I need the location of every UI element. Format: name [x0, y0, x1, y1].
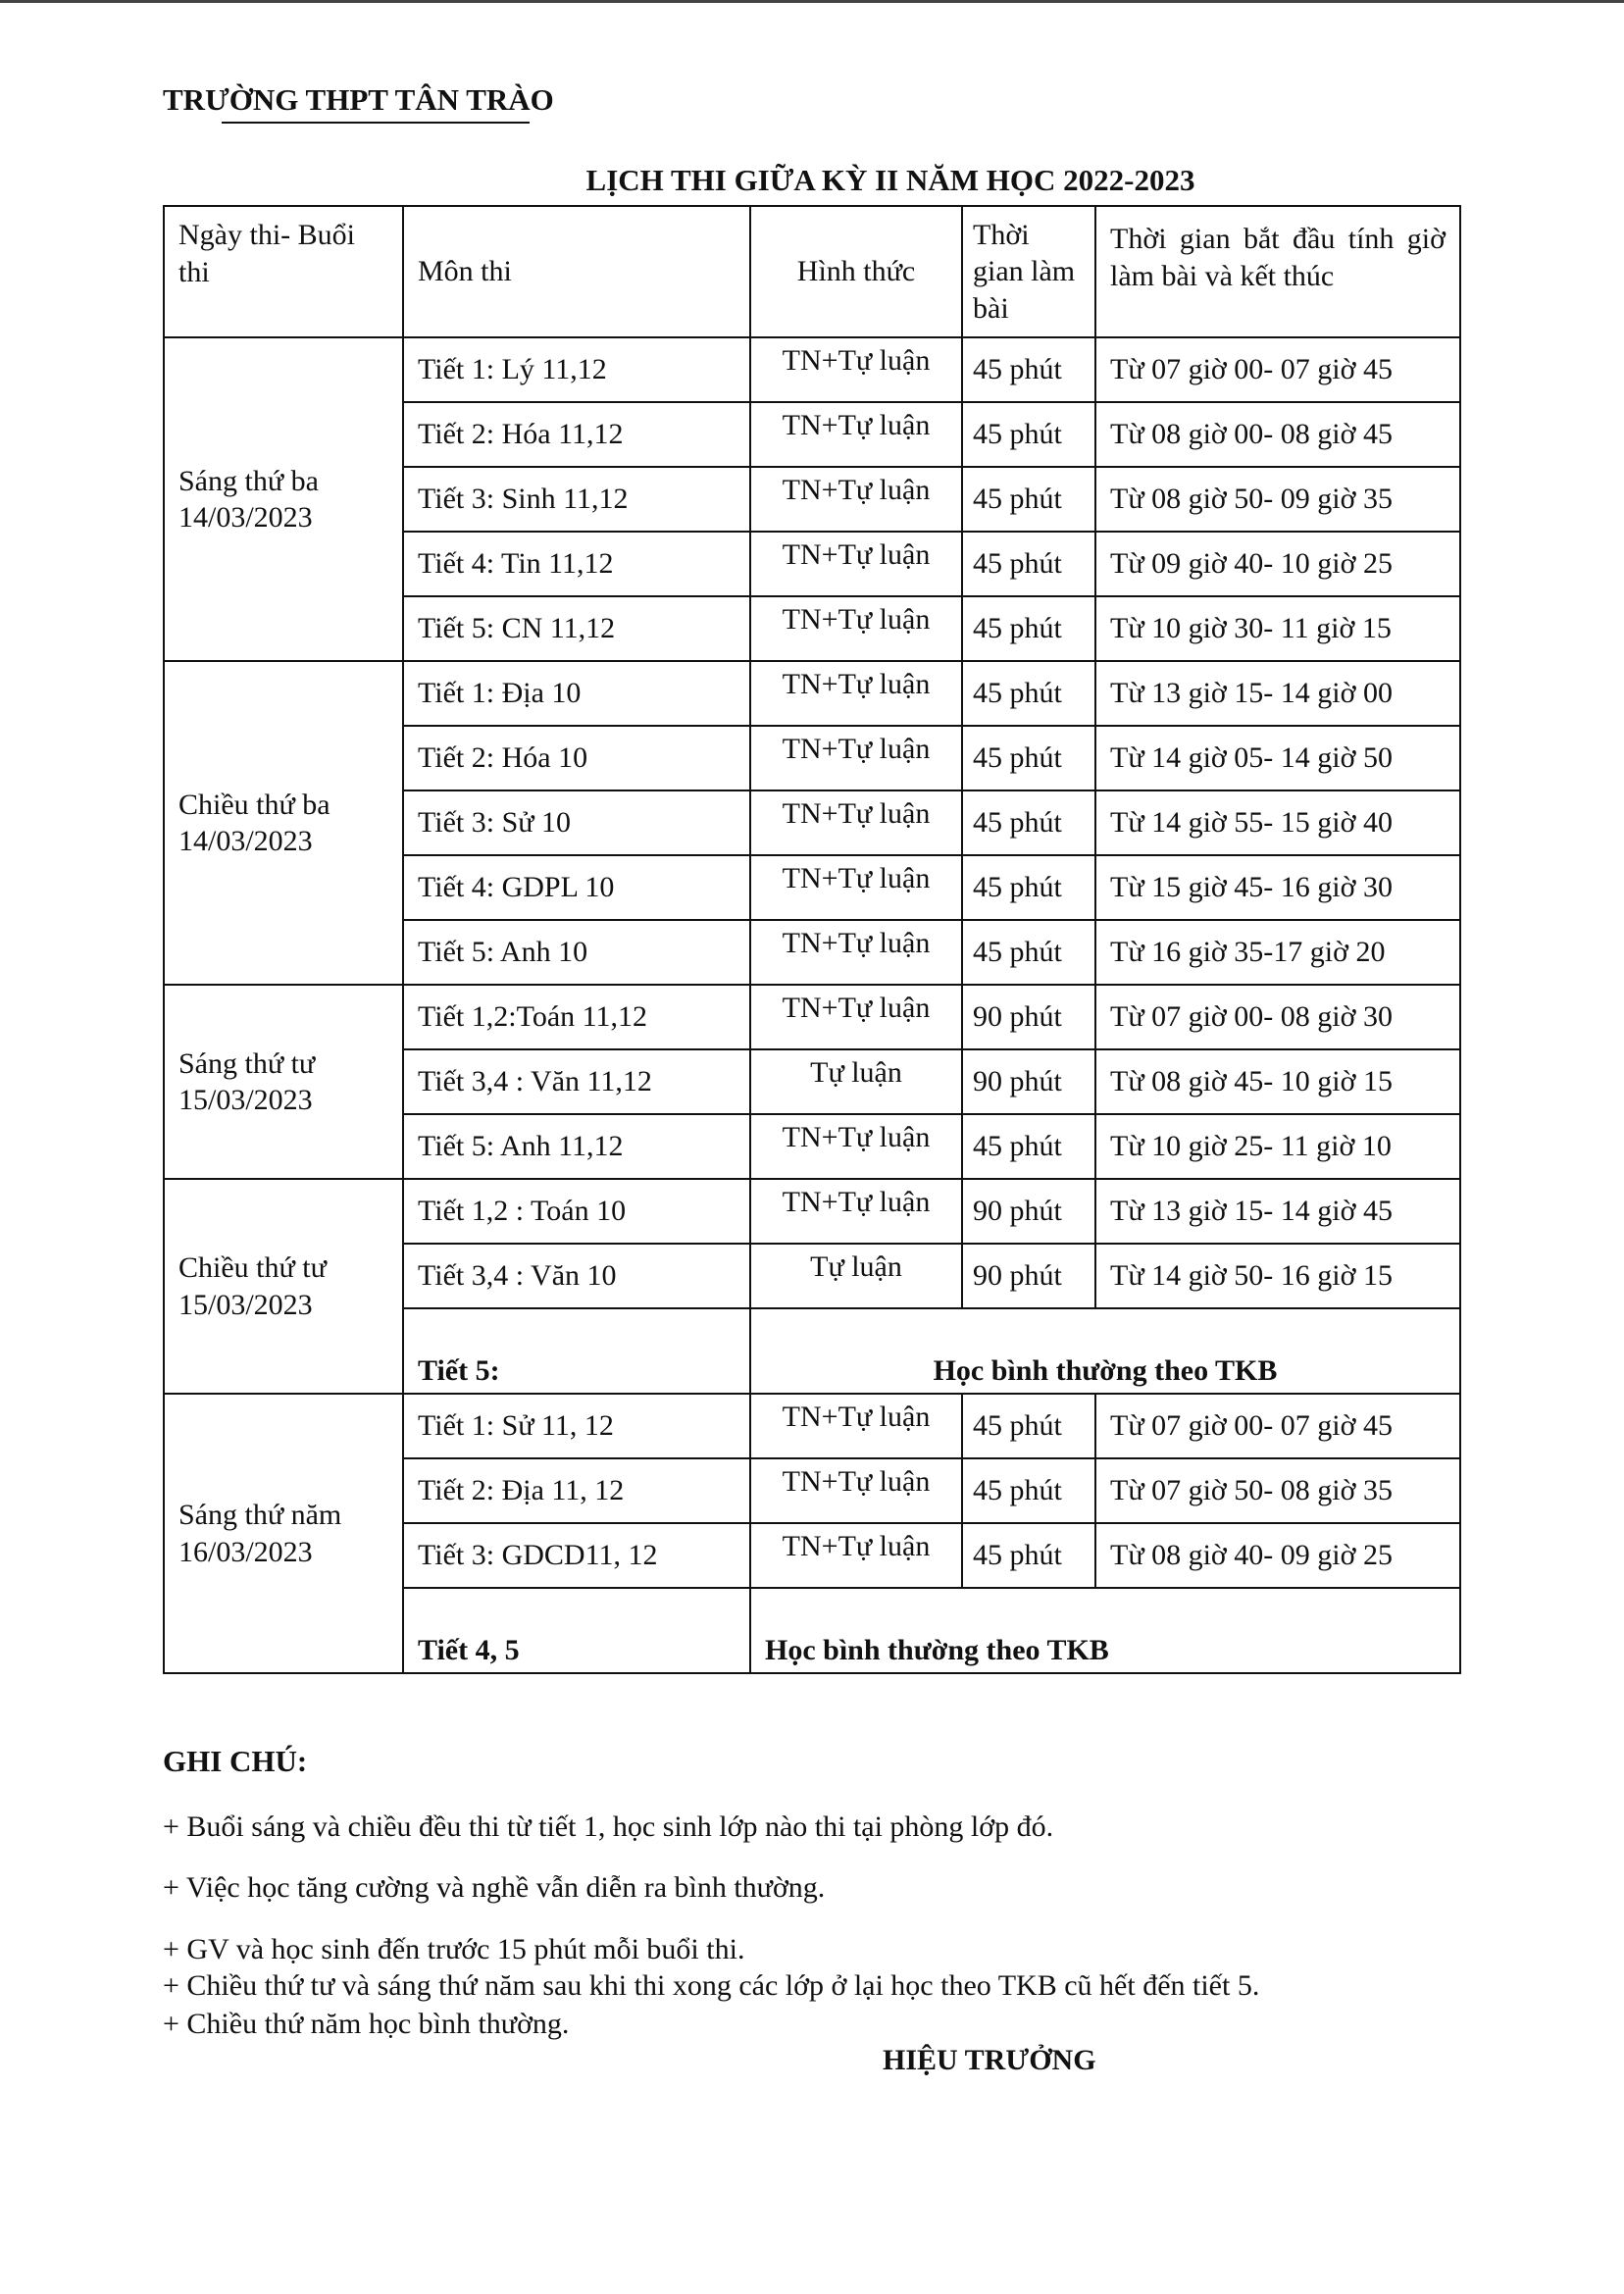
duration-cell: 45 phút	[962, 1114, 1095, 1179]
exam-form-cell: TN+Tự luận	[750, 661, 962, 726]
exam-form-cell: TN+Tự luận	[750, 1458, 962, 1523]
subject-cell: Tiết 3,4 : Văn 10	[403, 1244, 750, 1308]
exam-form-cell: Tự luận	[750, 1049, 962, 1114]
table-header-row	[164, 206, 1460, 337]
school-name-underline	[222, 122, 530, 124]
subject-cell: Tiết 5: Anh 10	[403, 920, 750, 985]
subject-cell: Tiết 1: Sử 11, 12	[403, 1394, 750, 1458]
duration-cell: 45 phút	[962, 532, 1095, 596]
schedule-note-cell: Học bình thường theo TKB	[750, 1588, 1460, 1673]
table-row	[164, 1179, 1460, 1244]
signature-title: HIỆU TRƯỞNG	[883, 2044, 1096, 2076]
time-range-cell: Từ 10 giờ 25- 11 giờ 10	[1095, 1114, 1460, 1179]
exam-form-cell: Tự luận	[750, 1244, 962, 1308]
duration-cell: 45 phút	[962, 402, 1095, 467]
session-cell: Sáng thứ tư 15/03/2023	[164, 985, 403, 1179]
header-form: Hình thức	[750, 206, 962, 337]
time-range-cell: Từ 15 giờ 45- 16 giờ 30	[1095, 855, 1460, 920]
time-range-cell: Từ 07 giờ 00- 07 giờ 45	[1095, 1394, 1460, 1458]
subject-cell: Tiết 5:	[403, 1308, 750, 1394]
subject-cell: Tiết 4: GDPL 10	[403, 855, 750, 920]
time-range-cell: Từ 08 giờ 00- 08 giờ 45	[1095, 402, 1460, 467]
duration-cell: 45 phút	[962, 855, 1095, 920]
duration-cell: 45 phút	[962, 1394, 1095, 1458]
time-range-cell: Từ 08 giờ 40- 09 giờ 25	[1095, 1523, 1460, 1588]
time-range-cell: Từ 08 giờ 50- 09 giờ 35	[1095, 467, 1460, 532]
exam-form-cell: TN+Tự luận	[750, 1523, 962, 1588]
time-range-cell: Từ 10 giờ 30- 11 giờ 15	[1095, 596, 1460, 661]
session-cell: Sáng thứ năm 16/03/2023	[164, 1394, 403, 1673]
school-name: TRƯỜNG THPT TÂN TRÀO	[163, 82, 554, 117]
time-range-cell: Từ 08 giờ 45- 10 giờ 15	[1095, 1049, 1460, 1114]
subject-cell: Tiết 1: Địa 10	[403, 661, 750, 726]
duration-cell: 45 phút	[962, 337, 1095, 402]
time-range-cell: Từ 14 giờ 50- 16 giờ 15	[1095, 1244, 1460, 1308]
time-range-cell: Từ 07 giờ 50- 08 giờ 35	[1095, 1458, 1460, 1523]
time-range-cell: Từ 07 giờ 00- 08 giờ 30	[1095, 985, 1460, 1049]
duration-cell: 45 phút	[962, 661, 1095, 726]
exam-form-cell: TN+Tự luận	[750, 467, 962, 532]
exam-form-cell: TN+Tự luận	[750, 337, 962, 402]
time-range-cell: Từ 13 giờ 15- 14 giờ 00	[1095, 661, 1460, 726]
time-range-cell: Từ 13 giờ 15- 14 giờ 45	[1095, 1179, 1460, 1244]
exam-form-cell: TN+Tự luận	[750, 790, 962, 855]
exam-form-cell: TN+Tự luận	[750, 1114, 962, 1179]
table-row	[164, 985, 1460, 1049]
note-item: + Chiều thứ năm học bình thường.	[163, 2008, 570, 2040]
exam-form-cell: TN+Tự luận	[750, 596, 962, 661]
duration-cell: 45 phút	[962, 596, 1095, 661]
time-range-cell: Từ 09 giờ 40- 10 giờ 25	[1095, 532, 1460, 596]
header-time: Thời gian bắt đầu tính giờ làm bài và kết thúc	[1095, 206, 1460, 337]
subject-cell: Tiết 3: Sử 10	[403, 790, 750, 855]
duration-cell: 90 phút	[962, 985, 1095, 1049]
exam-form-cell: TN+Tự luận	[750, 402, 962, 467]
subject-cell: Tiết 1: Lý 11,12	[403, 337, 750, 402]
table-row	[164, 661, 1460, 726]
time-range-cell: Từ 14 giờ 55- 15 giờ 40	[1095, 790, 1460, 855]
table-row	[164, 337, 1460, 402]
duration-cell: 45 phút	[962, 467, 1095, 532]
time-range-cell: Từ 16 giờ 35-17 giờ 20	[1095, 920, 1460, 985]
subject-cell: Tiết 2: Hóa 10	[403, 726, 750, 790]
exam-form-cell: TN+Tự luận	[750, 1179, 962, 1244]
duration-cell: 90 phút	[962, 1244, 1095, 1308]
note-item: + Chiều thứ tư và sáng thứ năm sau khi thi xong các lớp ở lại học theo TKB cũ hết đến tiết 5.	[163, 1969, 1260, 2002]
exam-form-cell: TN+Tự luận	[750, 726, 962, 790]
exam-form-cell: TN+Tự luận	[750, 920, 962, 985]
time-range-cell: Từ 07 giờ 00- 07 giờ 45	[1095, 337, 1460, 402]
exam-schedule-table	[163, 205, 1461, 1674]
subject-cell: Tiết 3,4 : Văn 11,12	[403, 1049, 750, 1114]
subject-cell: Tiết 5: Anh 11,12	[403, 1114, 750, 1179]
note-item: + Buổi sáng và chiều đều thi từ tiết 1, học sinh lớp nào thi tại phòng lớp đó.	[163, 1810, 1054, 1843]
note-item: + GV và học sinh đến trước 15 phút mỗi buổi thi.	[163, 1933, 745, 1965]
duration-cell: 45 phút	[962, 1458, 1095, 1523]
session-cell: Chiều thứ ba 14/03/2023	[164, 661, 403, 985]
time-range-cell: Từ 14 giờ 05- 14 giờ 50	[1095, 726, 1460, 790]
duration-cell: 45 phút	[962, 790, 1095, 855]
subject-cell: Tiết 4, 5	[403, 1588, 750, 1673]
subject-cell: Tiết 2: Địa 11, 12	[403, 1458, 750, 1523]
document-title: LỊCH THI GIỮA KỲ II NĂM HỌC 2022-2023	[585, 163, 1195, 197]
scan-top-border	[0, 0, 1624, 3]
table-row	[164, 1394, 1460, 1458]
header-duration: Thời gian làm bài	[962, 206, 1095, 337]
subject-cell: Tiết 3: Sinh 11,12	[403, 467, 750, 532]
exam-form-cell: TN+Tự luận	[750, 855, 962, 920]
schedule-note-cell: Học bình thường theo TKB	[750, 1308, 1460, 1394]
exam-form-cell: TN+Tự luận	[750, 1394, 962, 1458]
subject-cell: Tiết 3: GDCD11, 12	[403, 1523, 750, 1588]
duration-cell: 90 phút	[962, 1049, 1095, 1114]
notes-heading: GHI CHÚ:	[163, 1744, 308, 1778]
note-item: + Việc học tăng cường và nghề vẫn diễn ra bình thường.	[163, 1871, 826, 1904]
duration-cell: 45 phút	[962, 1523, 1095, 1588]
subject-cell: Tiết 4: Tin 11,12	[403, 532, 750, 596]
header-session: Ngày thi- Buổi thi	[164, 206, 403, 337]
subject-cell: Tiết 2: Hóa 11,12	[403, 402, 750, 467]
exam-form-cell: TN+Tự luận	[750, 532, 962, 596]
duration-cell: 45 phút	[962, 726, 1095, 790]
exam-form-cell: TN+Tự luận	[750, 985, 962, 1049]
duration-cell: 90 phút	[962, 1179, 1095, 1244]
duration-cell: 45 phút	[962, 920, 1095, 985]
session-cell: Sáng thứ ba 14/03/2023	[164, 337, 403, 661]
session-cell: Chiều thứ tư 15/03/2023	[164, 1179, 403, 1394]
subject-cell: Tiết 1,2:Toán 11,12	[403, 985, 750, 1049]
subject-cell: Tiết 5: CN 11,12	[403, 596, 750, 661]
header-subject: Môn thi	[403, 206, 750, 337]
subject-cell: Tiết 1,2 : Toán 10	[403, 1179, 750, 1244]
